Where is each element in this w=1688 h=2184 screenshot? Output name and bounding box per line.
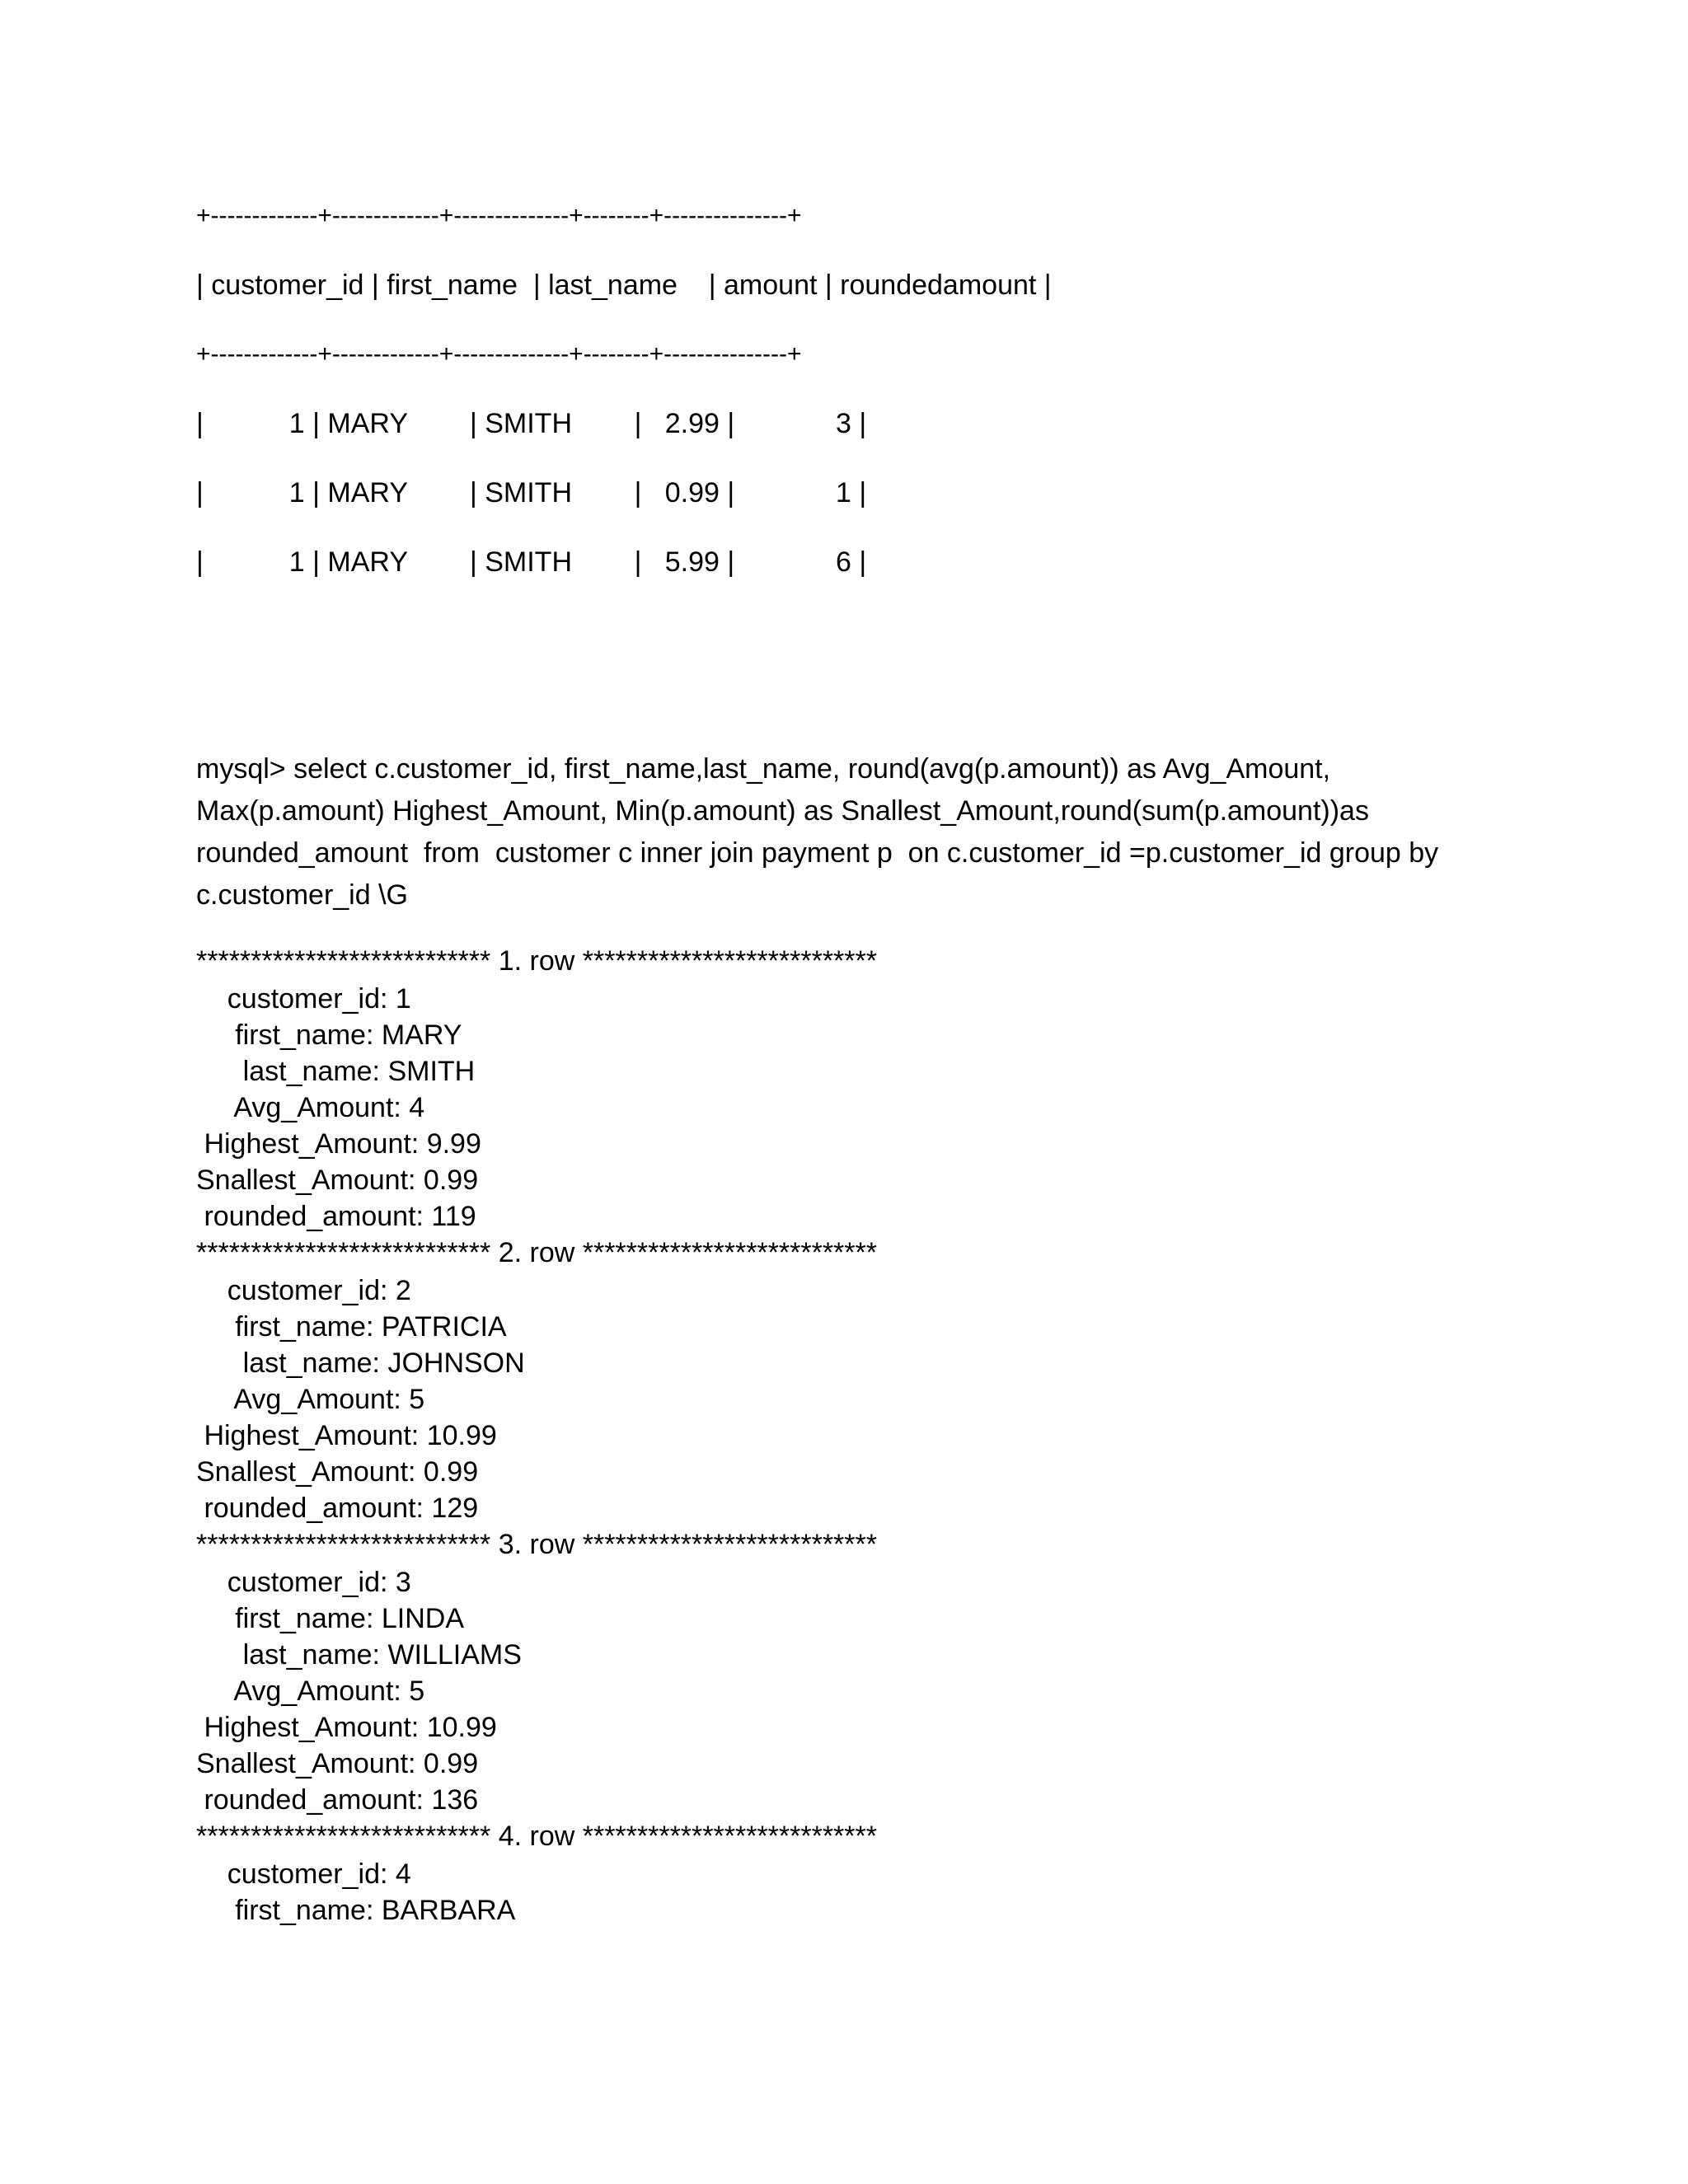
record-field: last_name: WILLIAMS [196, 1639, 522, 1671]
record-field: first_name: MARY [196, 1019, 462, 1051]
record-field: rounded_amount: 129 [196, 1493, 479, 1524]
table-border-mid: +-------------+-------------+--------------+--------+---------------+ [196, 340, 802, 368]
record-field: customer_id: 2 [196, 1275, 411, 1306]
record-field: rounded_amount: 119 [196, 1201, 476, 1232]
record-field: first_name: BARBARA [196, 1895, 516, 1926]
query-line: c.customer_id \G [196, 879, 408, 911]
record-field: Highest_Amount: 10.99 [196, 1420, 497, 1451]
record-field: Avg_Amount: 4 [196, 1092, 425, 1123]
record-field: customer_id: 1 [196, 983, 411, 1015]
query-line: Max(p.amount) Highest_Amount, Min(p.amount) as Snallest_Amount,round(sum(p.amount))as [196, 795, 1369, 827]
record-header: *************************** 4. row *************************** [196, 1821, 877, 1852]
record-field: Highest_Amount: 9.99 [196, 1128, 481, 1160]
table-row: | 1 | MARY | SMITH | 0.99 | 1 | [196, 477, 867, 509]
record-header: *************************** 2. row *************************** [196, 1237, 877, 1268]
record-field: last_name: SMITH [196, 1056, 476, 1087]
record-header: *************************** 1. row *************************** [196, 945, 877, 977]
record-field: first_name: LINDA [196, 1603, 464, 1634]
record-field: Snallest_Amount: 0.99 [196, 1748, 479, 1779]
record-field: Highest_Amount: 10.99 [196, 1712, 497, 1743]
record-field: rounded_amount: 136 [196, 1784, 479, 1816]
query-line: rounded_amount from customer c inner join payment p on c.customer_id =p.customer_id group by [196, 837, 1439, 869]
record-field: last_name: JOHNSON [196, 1347, 525, 1379]
record-field: Avg_Amount: 5 [196, 1384, 425, 1415]
record-field: customer_id: 3 [196, 1567, 411, 1598]
table-row: | 1 | MARY | SMITH | 5.99 | 6 | [196, 546, 867, 578]
record-field: Avg_Amount: 5 [196, 1675, 425, 1707]
table-row: | 1 | MARY | SMITH | 2.99 | 3 | [196, 408, 867, 439]
query-line: mysql> select c.customer_id, first_name,last_name, round(avg(p.amount)) as Avg_Amount, [196, 753, 1331, 785]
table-header-row: | customer_id | first_name | last_name | amount | roundedamount | [196, 269, 1052, 301]
table-border-top: +-------------+-------------+--------------+--------+---------------+ [196, 202, 802, 229]
record-field: customer_id: 4 [196, 1858, 411, 1890]
record-field: Snallest_Amount: 0.99 [196, 1165, 479, 1196]
record-field: first_name: PATRICIA [196, 1311, 507, 1343]
record-header: *************************** 3. row *************************** [196, 1529, 877, 1560]
record-field: Snallest_Amount: 0.99 [196, 1456, 479, 1488]
